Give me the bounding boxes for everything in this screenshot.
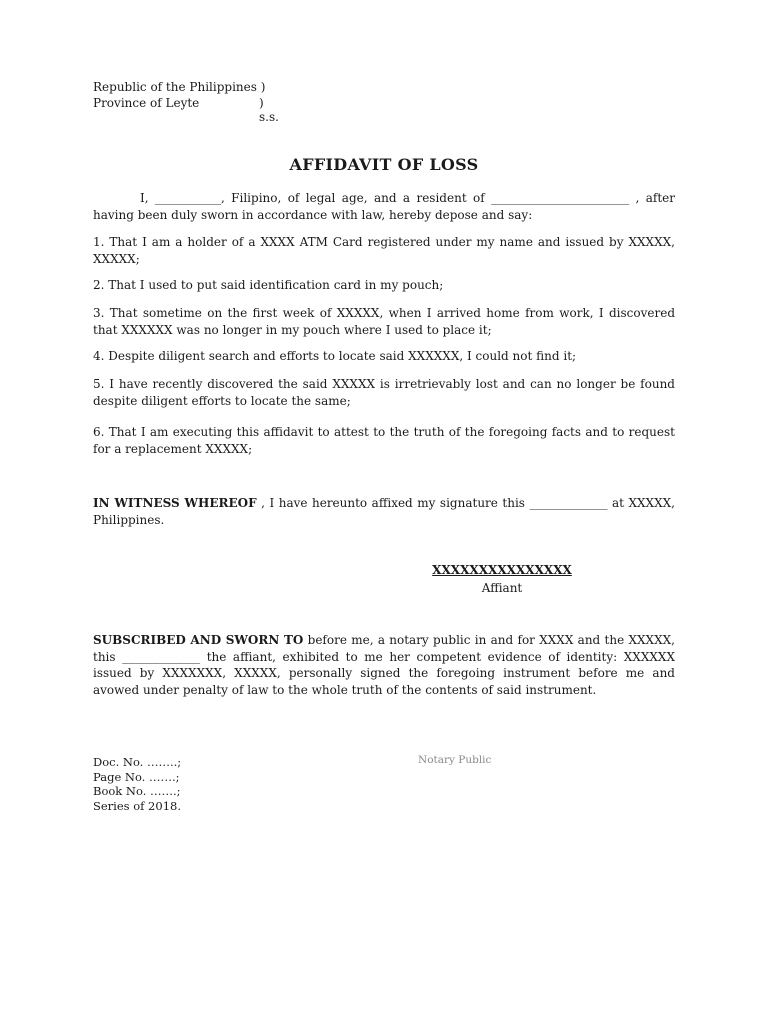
witness-text: , I have hereunto affixed my signature this _____________ at XXXXX, Philippines. xyxy=(93,496,675,527)
item-4: 4. Despite diligent search and efforts to locate said XXXXXX, I could not find it; xyxy=(93,349,577,363)
item-2: 2. That I used to put said identification card in my pouch; xyxy=(93,278,444,292)
item-5: 5. I have recently discovered the said XXXXX is irretrievably lost and can no longer be found despite diligent efforts to locate the same; xyxy=(93,377,675,408)
series-year: Series of 2018. xyxy=(93,799,181,813)
affiant-name: XXXXXXXXXXXXXXX xyxy=(432,563,572,577)
header-ss: ) s.s. xyxy=(259,96,279,124)
subscribed-lead: SUBSCRIBED AND SWORN TO xyxy=(93,633,304,647)
notary-public-label: Notary Public xyxy=(418,754,492,766)
header-province xyxy=(93,96,279,124)
doc-no: Doc. No. ……..; xyxy=(93,755,182,769)
page-no: Page No. …….; xyxy=(93,770,180,784)
affiant-label: Affiant xyxy=(481,581,523,595)
header-republic: Republic of the Philippines ) xyxy=(93,80,266,94)
item-1: 1. That I am a holder of a XXXX ATM Card registered under my name and issued by XXXXX, XXXXX; xyxy=(93,235,675,266)
book-no: Book No. …….; xyxy=(93,784,181,798)
subscribed-text: before me, a notary public in and for XXXX and the XXXXX, this _____________ the affiant, exhibited to me her competent evidence of identity: XXXXXX issued by XXXXXXX, XXXXX, personally signed the foregoing instrument before me and avowed under penalty of law to the whole truth of the contents of said instrument. xyxy=(93,633,675,697)
witness-lead: IN WITNESS WHEREOF xyxy=(93,496,257,510)
item-6: 6. That I am executing this affidavit to attest to the truth of the foregoing facts and to request for a replacement XXXXX; xyxy=(93,425,675,456)
witness-paragraph xyxy=(93,495,675,528)
subscribed-paragraph xyxy=(93,632,675,698)
header-province-name: Province of Leyte xyxy=(93,96,200,110)
intro-paragraph: I, ___________, Filipino, of legal age, and a resident of _______________________ , after having been duly sworn in accordance with law, hereby depose and say: xyxy=(93,191,675,222)
document-title: AFFIDAVIT OF LOSS xyxy=(289,155,479,174)
item-3: 3. That sometime on the first week of XXXXX, when I arrived home from work, I discovered that XXXXXX was no longer in my pouch where I used to place it; xyxy=(93,306,675,337)
